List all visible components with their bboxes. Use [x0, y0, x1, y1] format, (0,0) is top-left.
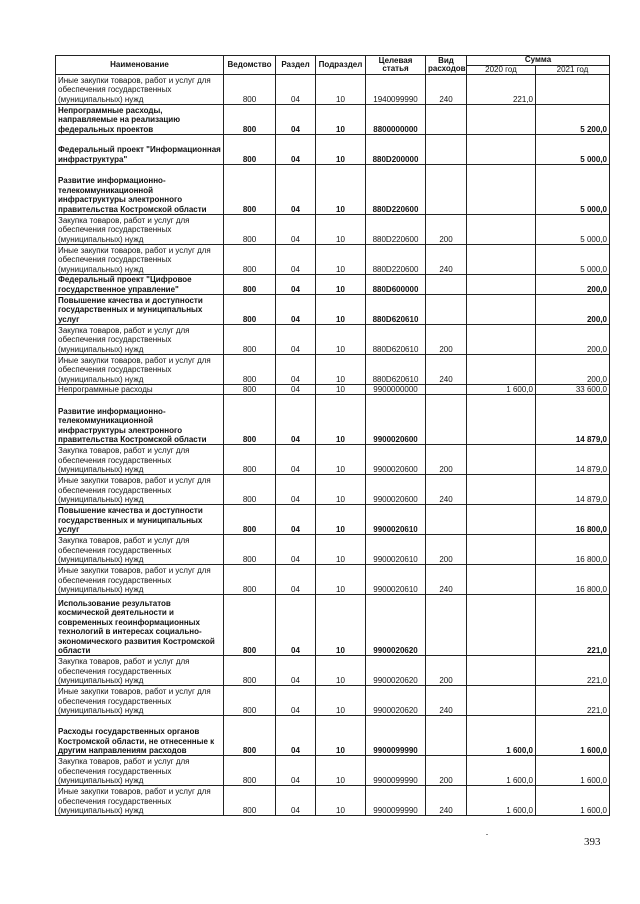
header-expense-type-line1: Вид [438, 55, 454, 65]
budget-table [55, 55, 610, 816]
cell-subsection: 10 [316, 245, 366, 275]
cell-sum-2020 [467, 445, 536, 475]
cell-expense-type: 200 [426, 325, 467, 355]
cell-expense-type: 240 [426, 75, 467, 105]
cell-target-article: 880D200000 [366, 135, 426, 165]
header-expense-type [426, 56, 467, 75]
cell-sum-2020 [467, 395, 536, 445]
table-row [56, 475, 610, 505]
cell-subsection: 10 [316, 716, 366, 756]
cell-subsection: 10 [316, 686, 366, 716]
cell-sum-2021: 5 000,0 [536, 245, 610, 275]
cell-expense-type: 240 [426, 475, 467, 505]
cell-target-article: 9900020600 [366, 445, 426, 475]
cell-department: 800 [224, 295, 276, 325]
table-row [56, 165, 610, 215]
cell-expense-type [426, 505, 467, 535]
cell-expense-type [426, 716, 467, 756]
cell-subsection: 10 [316, 565, 366, 595]
cell-sum-2020 [467, 105, 536, 135]
cell-sum-2020 [467, 355, 536, 385]
cell-expense-type: 240 [426, 245, 467, 275]
cell-target-article: 9900020610 [366, 535, 426, 565]
cell-department: 800 [224, 165, 276, 215]
cell-section: 04 [276, 385, 316, 395]
cell-sum-2021: 16 800,0 [536, 505, 610, 535]
cell-target-article: 1940099990 [366, 75, 426, 105]
table-row [56, 535, 610, 565]
cell-target-article: 880D220600 [366, 215, 426, 245]
header-target-article-line2: статья [382, 64, 409, 73]
cell-section: 04 [276, 565, 316, 595]
cell-name: Иные закупки товаров, работ и услуг для обеспечения государственных (муниципальных) нужд [56, 786, 224, 816]
cell-expense-type: 200 [426, 215, 467, 245]
cell-subsection: 10 [316, 595, 366, 656]
cell-sum-2021: 221,0 [536, 656, 610, 686]
cell-sum-2020 [467, 135, 536, 165]
cell-expense-type: 200 [426, 535, 467, 565]
header-department: Ведомство [224, 56, 276, 75]
cell-sum-2021: 5 000,0 [536, 215, 610, 245]
cell-section: 04 [276, 215, 316, 245]
cell-subsection: 10 [316, 475, 366, 505]
cell-sum-2020 [467, 165, 536, 215]
header-year-2021: 2021 год [536, 65, 610, 75]
cell-department: 800 [224, 355, 276, 385]
scan-speck [486, 834, 488, 835]
cell-expense-type: 240 [426, 565, 467, 595]
cell-name: Повышение качества и доступности государственных и муниципальных услуг [56, 505, 224, 535]
cell-target-article: 8800000000 [366, 105, 426, 135]
cell-section: 04 [276, 595, 316, 656]
cell-section: 04 [276, 445, 316, 475]
cell-subsection: 10 [316, 395, 366, 445]
cell-sum-2021: 200,0 [536, 355, 610, 385]
table-row [56, 445, 610, 475]
cell-department: 800 [224, 756, 276, 786]
cell-sum-2020: 221,0 [467, 75, 536, 105]
cell-target-article: 9900099990 [366, 786, 426, 816]
cell-subsection: 10 [316, 505, 366, 535]
cell-sum-2020 [467, 275, 536, 295]
cell-subsection: 10 [316, 275, 366, 295]
cell-section: 04 [276, 475, 316, 505]
cell-target-article: 9900020600 [366, 395, 426, 445]
cell-target-article: 9900000000 [366, 385, 426, 395]
table-row [56, 245, 610, 275]
cell-expense-type: 200 [426, 445, 467, 475]
cell-target-article: 9900099990 [366, 756, 426, 786]
table-row [56, 756, 610, 786]
cell-sum-2020: 1 600,0 [467, 385, 536, 395]
cell-expense-type: 200 [426, 656, 467, 686]
cell-target-article: 9900020600 [366, 475, 426, 505]
cell-department: 800 [224, 716, 276, 756]
cell-name: Закупка товаров, работ и услуг для обеспечения государственных (муниципальных) нужд [56, 325, 224, 355]
cell-target-article: 880D620610 [366, 295, 426, 325]
cell-expense-type [426, 395, 467, 445]
cell-expense-type [426, 275, 467, 295]
cell-sum-2020 [467, 656, 536, 686]
page-number: 393 [584, 836, 601, 848]
cell-sum-2020 [467, 565, 536, 595]
cell-target-article: 9900020610 [366, 505, 426, 535]
cell-sum-2020: 1 600,0 [467, 756, 536, 786]
cell-sum-2021: 1 600,0 [536, 786, 610, 816]
table-row [56, 395, 610, 445]
cell-department: 800 [224, 105, 276, 135]
table-row [56, 385, 610, 395]
header-year-2020: 2020 год [467, 65, 536, 75]
cell-sum-2020 [467, 215, 536, 245]
cell-section: 04 [276, 505, 316, 535]
cell-expense-type [426, 105, 467, 135]
table-row [56, 275, 610, 295]
cell-department: 800 [224, 135, 276, 165]
cell-sum-2021: 200,0 [536, 275, 610, 295]
cell-sum-2020 [467, 325, 536, 355]
cell-sum-2020: 1 600,0 [467, 786, 536, 816]
cell-expense-type: 240 [426, 786, 467, 816]
cell-section: 04 [276, 756, 316, 786]
cell-target-article: 880D220600 [366, 245, 426, 275]
table-row [56, 565, 610, 595]
cell-department: 800 [224, 325, 276, 355]
table-row [56, 105, 610, 135]
cell-name: Иные закупки товаров, работ и услуг для обеспечения государственных (муниципальных) нужд [56, 245, 224, 275]
cell-section: 04 [276, 716, 316, 756]
table-body [56, 75, 610, 816]
cell-sum-2021: 16 800,0 [536, 535, 610, 565]
cell-sum-2020 [467, 295, 536, 325]
cell-department: 800 [224, 475, 276, 505]
cell-department: 800 [224, 385, 276, 395]
cell-sum-2021: 1 600,0 [536, 756, 610, 786]
cell-name: Закупка товаров, работ и услуг для обеспечения государственных (муниципальных) нужд [56, 535, 224, 565]
cell-target-article: 880D220600 [366, 165, 426, 215]
cell-sum-2020 [467, 245, 536, 275]
cell-subsection: 10 [316, 215, 366, 245]
table-row [56, 355, 610, 385]
cell-sum-2021: 5 000,0 [536, 165, 610, 215]
cell-department: 800 [224, 535, 276, 565]
cell-sum-2020 [467, 505, 536, 535]
cell-section: 04 [276, 105, 316, 135]
cell-expense-type [426, 135, 467, 165]
cell-expense-type [426, 595, 467, 656]
cell-name: Использование результатов космической деятельности и современных геоинформационных технологий в интересах социально-экономического развития Костромской области [56, 595, 224, 656]
cell-subsection: 10 [316, 756, 366, 786]
cell-expense-type: 240 [426, 355, 467, 385]
cell-sum-2020 [467, 475, 536, 505]
cell-expense-type: 240 [426, 686, 467, 716]
cell-name: Развитие информационно-телекоммуникационной инфраструктуры электронного правительства Костромской области [56, 395, 224, 445]
table-row [56, 505, 610, 535]
cell-name: Закупка товаров, работ и услуг для обеспечения государственных (муниципальных) нужд [56, 445, 224, 475]
table-row [56, 135, 610, 165]
cell-name: Закупка товаров, работ и услуг для обеспечения государственных (муниципальных) нужд [56, 215, 224, 245]
cell-section: 04 [276, 535, 316, 565]
cell-department: 800 [224, 656, 276, 686]
cell-sum-2020 [467, 595, 536, 656]
cell-subsection: 10 [316, 535, 366, 565]
cell-name: Федеральный проект "Информационная инфраструктура" [56, 135, 224, 165]
cell-target-article: 880D620610 [366, 325, 426, 355]
cell-subsection: 10 [316, 325, 366, 355]
cell-subsection: 10 [316, 786, 366, 816]
table-row [56, 656, 610, 686]
header-expense-type-line2: расходов [428, 64, 466, 73]
header-target-article [366, 56, 426, 75]
cell-name: Иные закупки товаров, работ и услуг для обеспечения государственных (муниципальных) нужд [56, 475, 224, 505]
cell-sum-2021: 200,0 [536, 325, 610, 355]
cell-name: Развитие информационно-телекоммуникационной инфраструктуры электронного правительства Костромской области [56, 165, 224, 215]
table-row [56, 325, 610, 355]
cell-section: 04 [276, 786, 316, 816]
cell-sum-2020: 1 600,0 [467, 716, 536, 756]
cell-target-article: 9900020620 [366, 595, 426, 656]
cell-subsection: 10 [316, 165, 366, 215]
cell-target-article: 880D620610 [366, 355, 426, 385]
table-row [56, 786, 610, 816]
cell-expense-type: 200 [426, 756, 467, 786]
cell-subsection: 10 [316, 75, 366, 105]
cell-target-article: 9900020620 [366, 656, 426, 686]
cell-sum-2021 [536, 75, 610, 105]
cell-subsection: 10 [316, 355, 366, 385]
table-header [56, 56, 610, 75]
cell-section: 04 [276, 275, 316, 295]
cell-sum-2021: 200,0 [536, 295, 610, 325]
cell-subsection: 10 [316, 656, 366, 686]
cell-name: Федеральный проект "Цифровое государственное управление" [56, 275, 224, 295]
cell-sum-2021: 221,0 [536, 595, 610, 656]
table-row [56, 295, 610, 325]
cell-sum-2021: 5 000,0 [536, 135, 610, 165]
cell-name: Повышение качества и доступности государственных и муниципальных услуг [56, 295, 224, 325]
cell-section: 04 [276, 75, 316, 105]
cell-section: 04 [276, 325, 316, 355]
header-subsection: Подраздел [316, 56, 366, 75]
cell-target-article: 9900020620 [366, 686, 426, 716]
cell-name: Закупка товаров, работ и услуг для обеспечения государственных (муниципальных) нужд [56, 656, 224, 686]
cell-name: Непрограммные расходы [56, 385, 224, 395]
cell-department: 800 [224, 275, 276, 295]
cell-section: 04 [276, 656, 316, 686]
cell-subsection: 10 [316, 135, 366, 165]
cell-section: 04 [276, 295, 316, 325]
cell-name: Закупка товаров, работ и услуг для обеспечения государственных (муниципальных) нужд [56, 756, 224, 786]
cell-department: 800 [224, 565, 276, 595]
cell-target-article: 880D600000 [366, 275, 426, 295]
table-row [56, 686, 610, 716]
header-name: Наименование [56, 56, 224, 75]
cell-expense-type [426, 385, 467, 395]
cell-section: 04 [276, 686, 316, 716]
cell-sum-2021: 5 200,0 [536, 105, 610, 135]
table-row [56, 716, 610, 756]
cell-department: 800 [224, 595, 276, 656]
cell-name: Иные закупки товаров, работ и услуг для обеспечения государственных (муниципальных) нужд [56, 355, 224, 385]
cell-target-article: 9900099990 [366, 716, 426, 756]
cell-section: 04 [276, 395, 316, 445]
cell-section: 04 [276, 165, 316, 215]
cell-sum-2021: 14 879,0 [536, 395, 610, 445]
cell-name: Непрограммные расходы, направляемые на реализацию федеральных проектов [56, 105, 224, 135]
cell-section: 04 [276, 245, 316, 275]
cell-department: 800 [224, 505, 276, 535]
table-row [56, 215, 610, 245]
header-section: Раздел [276, 56, 316, 75]
cell-name: Иные закупки товаров, работ и услуг для обеспечения государственных (муниципальных) нужд [56, 75, 224, 105]
cell-department: 800 [224, 215, 276, 245]
cell-department: 800 [224, 75, 276, 105]
cell-expense-type [426, 165, 467, 215]
cell-department: 800 [224, 445, 276, 475]
cell-department: 800 [224, 786, 276, 816]
cell-expense-type [426, 295, 467, 325]
cell-target-article: 9900020610 [366, 565, 426, 595]
cell-department: 800 [224, 395, 276, 445]
table-row [56, 595, 610, 656]
cell-sum-2020 [467, 535, 536, 565]
cell-sum-2021: 14 879,0 [536, 445, 610, 475]
cell-section: 04 [276, 135, 316, 165]
cell-department: 800 [224, 686, 276, 716]
cell-department: 800 [224, 245, 276, 275]
cell-section: 04 [276, 355, 316, 385]
cell-name: Расходы государственных органов Костромской области, не отнесенные к другим направлениям расходов [56, 716, 224, 756]
cell-subsection: 10 [316, 105, 366, 135]
table-row [56, 75, 610, 105]
cell-sum-2021: 16 800,0 [536, 565, 610, 595]
cell-name: Иные закупки товаров, работ и услуг для обеспечения государственных (муниципальных) нужд [56, 565, 224, 595]
header-target-article-line1: Целевая [378, 55, 413, 65]
cell-subsection: 10 [316, 445, 366, 475]
cell-sum-2021: 1 600,0 [536, 716, 610, 756]
cell-sum-2020 [467, 686, 536, 716]
cell-subsection: 10 [316, 385, 366, 395]
cell-sum-2021: 221,0 [536, 686, 610, 716]
cell-subsection: 10 [316, 295, 366, 325]
header-sum: Сумма [467, 56, 610, 66]
cell-sum-2021: 33 600,0 [536, 385, 610, 395]
cell-sum-2021: 14 879,0 [536, 475, 610, 505]
cell-name: Иные закупки товаров, работ и услуг для обеспечения государственных (муниципальных) нужд [56, 686, 224, 716]
